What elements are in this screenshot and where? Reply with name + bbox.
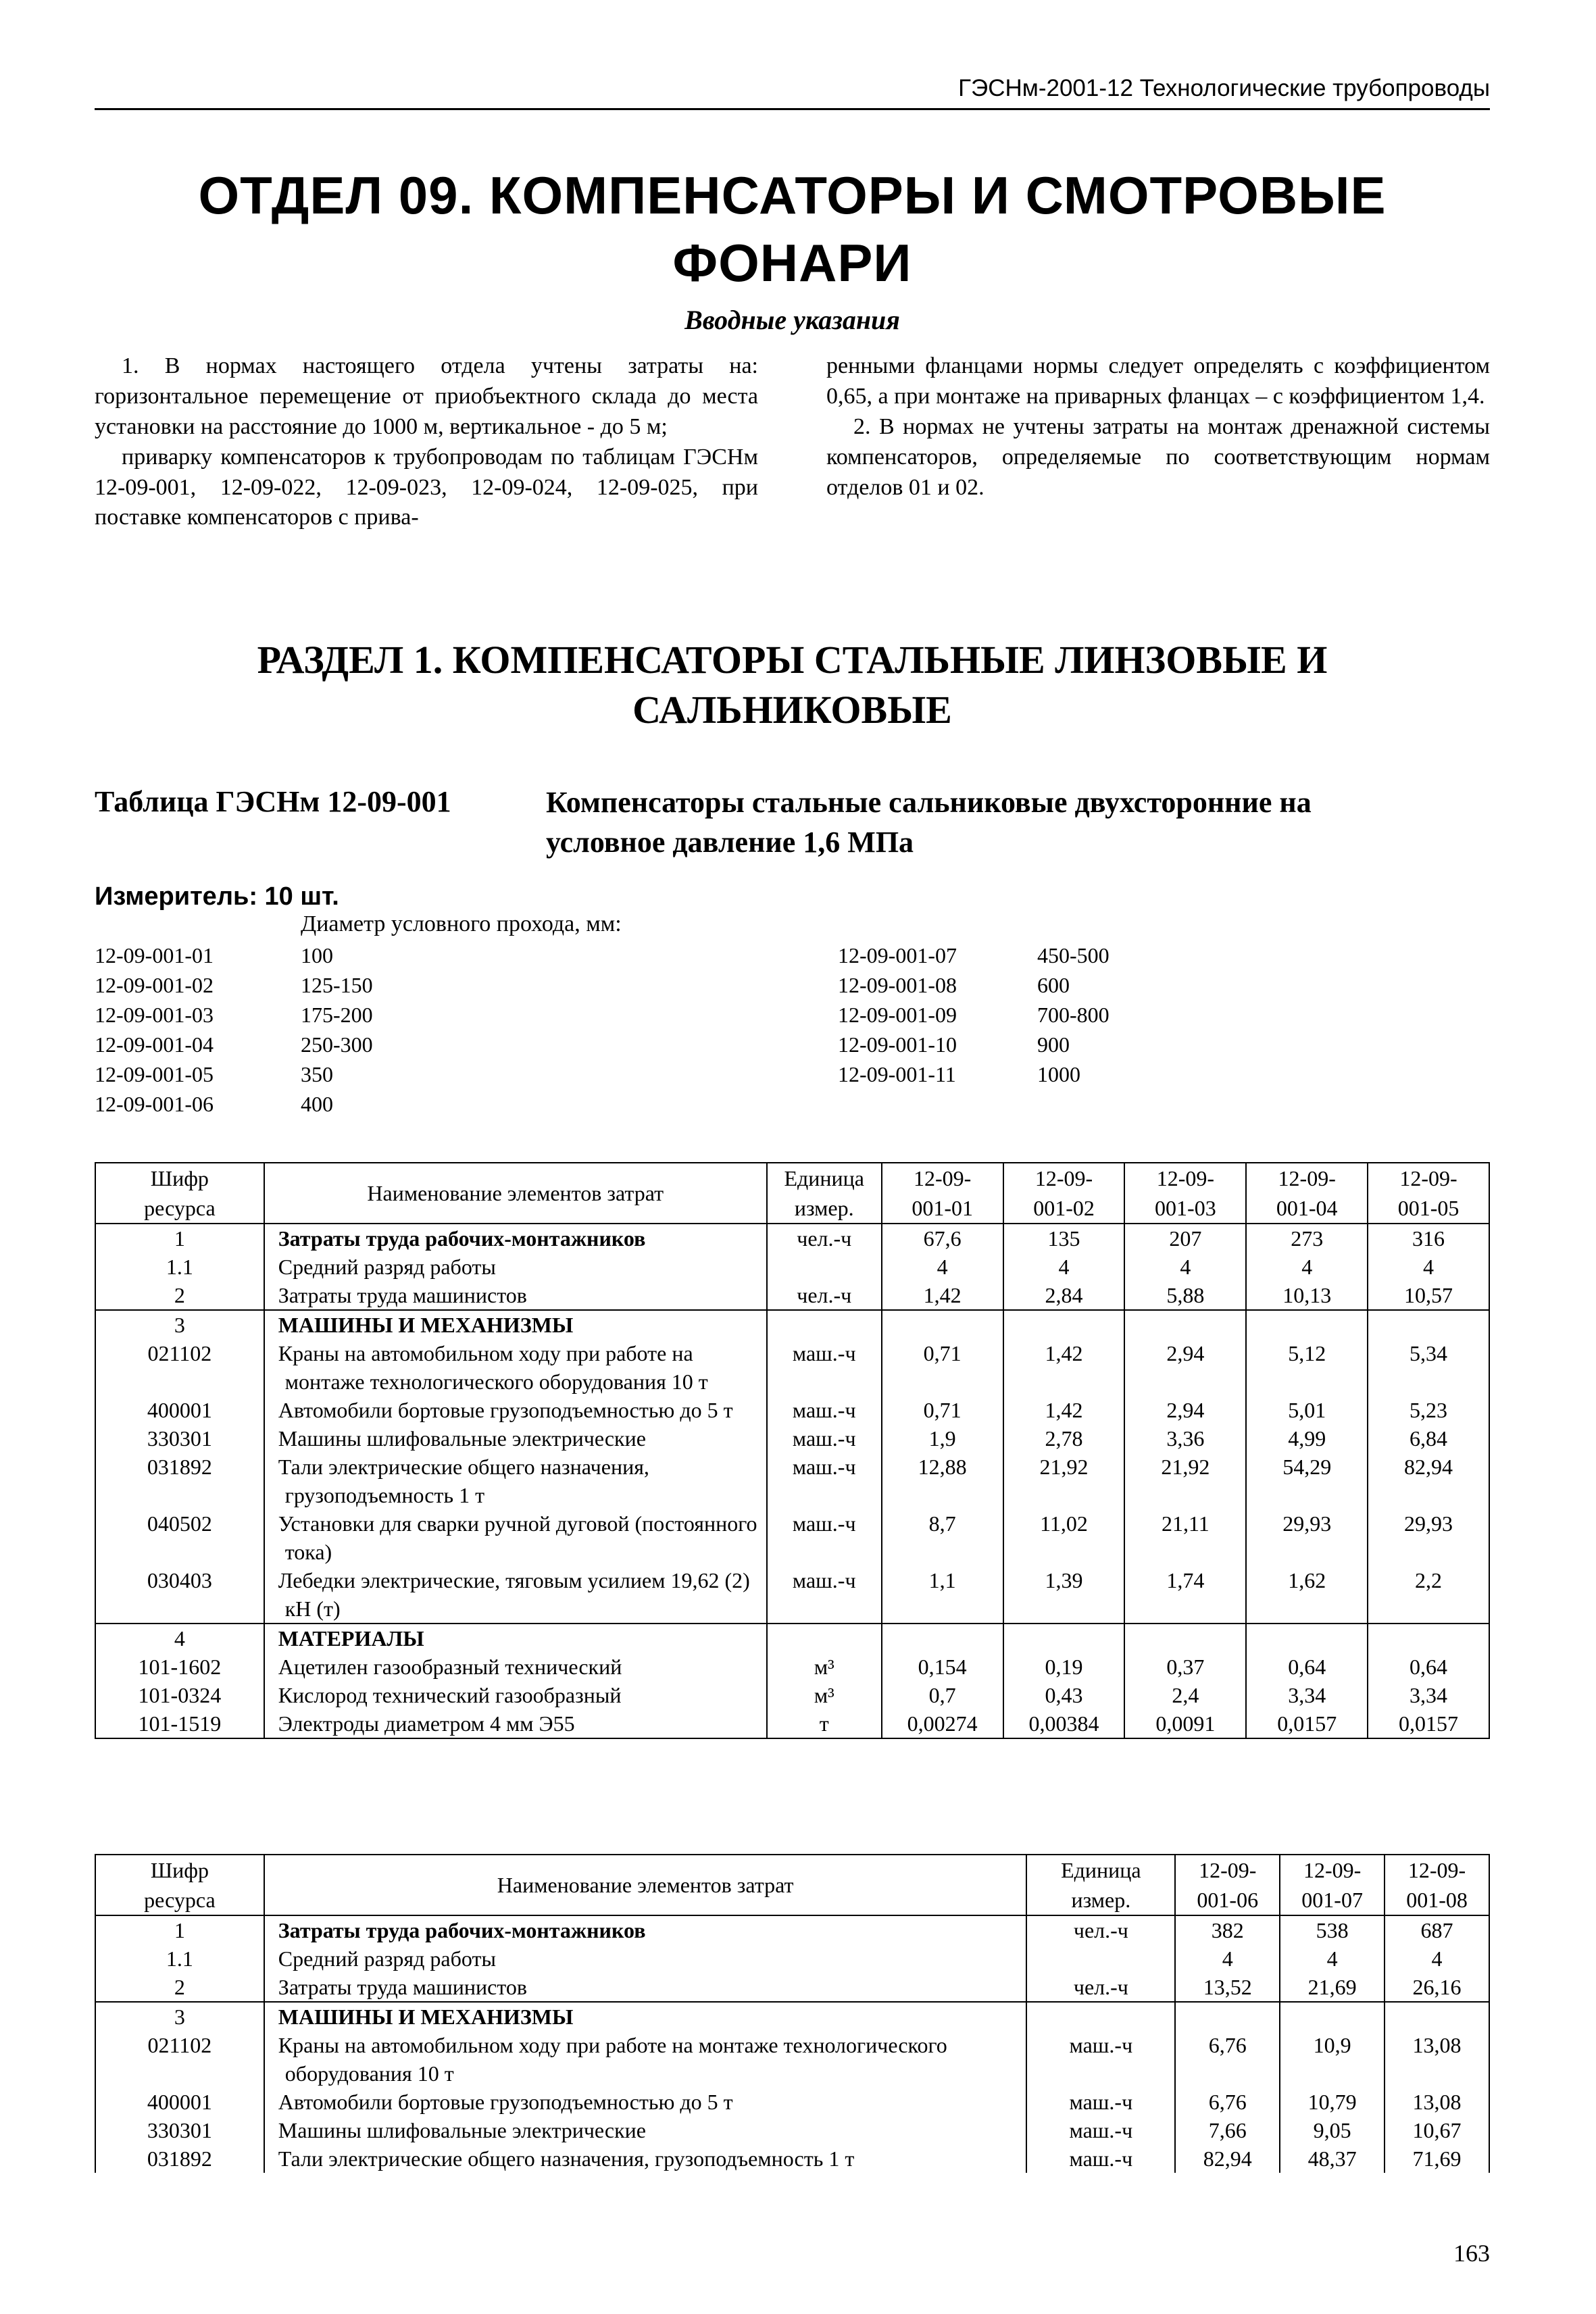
resource-code: 330301 — [95, 2116, 264, 2144]
cost-element-name: Затраты труда рабочих-монтажников — [264, 1915, 1027, 1944]
diameter-value: 350 — [301, 1062, 333, 1086]
norm-value: 13,52 — [1175, 1973, 1280, 2002]
intro-columns — [95, 351, 1490, 533]
diameter-row — [838, 940, 1109, 970]
resource-code: 030403 — [95, 1566, 264, 1624]
diameter-row — [95, 940, 373, 970]
diameter-value: 450-500 — [1037, 943, 1109, 967]
resource-code: 040502 — [95, 1509, 264, 1566]
diameter-value: 900 — [1037, 1032, 1070, 1057]
cost-element-name: Машины шлифовальные электрические — [264, 2116, 1027, 2144]
norm-value: 538 — [1280, 1915, 1385, 1944]
norm-value: 5,34 — [1368, 1339, 1489, 1396]
table-label: Таблица ГЭСНм 12-09-001 — [95, 785, 451, 818]
norm-value: 2,94 — [1124, 1339, 1246, 1396]
table-row — [95, 2144, 1489, 2173]
norm-value: 135 — [1003, 1224, 1125, 1253]
cost-element-name: Ацетилен газообразный технический — [264, 1653, 767, 1681]
norm-value: 13,08 — [1385, 2031, 1489, 2088]
unit: маш.-ч — [767, 1453, 882, 1509]
norm-value: 273 — [1246, 1224, 1368, 1253]
norm-value: 6,76 — [1175, 2031, 1280, 2088]
diameter-row — [95, 1030, 373, 1059]
col-header-norm-line1: 12-09- — [1399, 1166, 1457, 1190]
cost-element-name: Автомобили бортовые грузоподъемностью до 5 т — [264, 2088, 1027, 2116]
col-header-norm — [1124, 1163, 1246, 1224]
norm-value — [882, 1310, 1003, 1339]
col-header-norm-line2: 001-02 — [1033, 1196, 1095, 1220]
norm-table-1 — [95, 1162, 1490, 1739]
diameter-code: 12-09-001-11 — [838, 1062, 956, 1086]
col-header-norm-line2: 001-01 — [912, 1196, 973, 1220]
norm-value: 0,71 — [882, 1396, 1003, 1424]
col-header-code-line1: Шифр — [150, 1166, 209, 1190]
norm-value: 1,62 — [1246, 1566, 1368, 1624]
diameter-row — [95, 1059, 373, 1089]
unit: м³ — [767, 1653, 882, 1681]
col-header-unit-line2: измер. — [1071, 1888, 1131, 1912]
norm-value — [1280, 2002, 1385, 2031]
unit: м³ — [767, 1681, 882, 1709]
diameter-value: 700-800 — [1037, 1003, 1109, 1027]
unit — [1026, 2002, 1175, 2031]
cost-element-name: Тали электрические общего назначения, грузоподъемность 1 т — [264, 1453, 767, 1509]
department-title-line1: ОТДЕЛ 09. КОМПЕНСАТОРЫ И СМОТРОВЫЕ — [198, 166, 1387, 225]
diameter-code: 12-09-001-06 — [95, 1092, 214, 1116]
intro-paragraph: 1. В нормах настоящего отдела учтены затраты на: горизонтальное перемещение от приобъектного склада до места установки на расстояние до 1000 м, вертикальное - до 5 м; — [95, 353, 758, 439]
unit: маш.-ч — [767, 1339, 882, 1396]
diameter-row — [95, 970, 373, 1000]
diameter-row — [838, 1030, 1109, 1059]
col-header-unit-line1: Единица — [1061, 1858, 1141, 1882]
unit: маш.-ч — [767, 1509, 882, 1566]
norm-value: 0,00384 — [1003, 1709, 1125, 1738]
section-title-line2: САЛЬНИКОВЫЕ — [632, 688, 952, 732]
unit: маш.-ч — [767, 1424, 882, 1453]
diameter-list-left — [95, 940, 373, 1119]
norm-value: 0,64 — [1246, 1653, 1368, 1681]
resource-code: 1.1 — [95, 1944, 264, 1973]
resource-code: 2 — [95, 1973, 264, 2002]
table-row — [95, 1681, 1489, 1709]
unit: маш.-ч — [1026, 2031, 1175, 2088]
diameter-value: 600 — [1037, 973, 1070, 997]
resource-code: 031892 — [95, 2144, 264, 2173]
col-header-norm-line1: 12-09- — [1303, 1858, 1362, 1882]
norm-value: 10,57 — [1368, 1281, 1489, 1310]
diameter-row — [838, 1000, 1109, 1030]
norm-value: 1,74 — [1124, 1566, 1246, 1624]
norm-value: 1,42 — [1003, 1396, 1125, 1424]
norm-value: 2,4 — [1124, 1681, 1246, 1709]
col-header-code-line2: ресурса — [144, 1196, 216, 1220]
norm-value: 48,37 — [1280, 2144, 1385, 2173]
table-title-line2: условное давление 1,6 МПа — [546, 826, 914, 859]
norm-value: 2,2 — [1368, 1566, 1489, 1624]
department-title-line2: ФОНАРИ — [672, 232, 912, 293]
norm-value: 7,66 — [1175, 2116, 1280, 2144]
norm-value: 5,88 — [1124, 1281, 1246, 1310]
table-row — [95, 2002, 1489, 2031]
col-header-code — [95, 1855, 264, 1915]
norm-value: 5,12 — [1246, 1339, 1368, 1396]
intro-heading: Вводные указания — [684, 305, 900, 335]
resource-code: 1.1 — [95, 1253, 264, 1281]
resource-code: 101-1519 — [95, 1709, 264, 1738]
norm-value: 4 — [1175, 1944, 1280, 1973]
unit — [1026, 1944, 1175, 1973]
cost-element-name: Электроды диаметром 4 мм Э55 — [264, 1709, 767, 1738]
norm-value: 3,34 — [1246, 1681, 1368, 1709]
norm-value: 4 — [1246, 1253, 1368, 1281]
norm-value: 5,23 — [1368, 1396, 1489, 1424]
col-header-unit-line2: измер. — [794, 1196, 854, 1220]
norm-value: 0,0091 — [1124, 1709, 1246, 1738]
norm-value: 316 — [1368, 1224, 1489, 1253]
col-header-name: Наименование элементов затрат — [264, 1855, 1027, 1915]
col-header-code — [95, 1163, 264, 1224]
norm-value: 29,93 — [1368, 1509, 1489, 1566]
norm-value: 12,88 — [882, 1453, 1003, 1509]
cost-element-name: Затраты труда машинистов — [264, 1281, 767, 1310]
table-row — [95, 1566, 1489, 1624]
cost-element-name: Краны на автомобильном ходу при работе на монтаже технологического оборудования 10 т — [264, 2031, 1027, 2088]
table-row — [95, 2088, 1489, 2116]
norm-value: 8,7 — [882, 1509, 1003, 1566]
cost-element-name: Тали электрические общего назначения, грузоподъемность 1 т — [264, 2144, 1027, 2173]
resource-code: 2 — [95, 1281, 264, 1310]
col-header-unit — [1026, 1855, 1175, 1915]
department-title — [95, 162, 1490, 297]
cost-element-name: МАШИНЫ И МЕХАНИЗМЫ — [264, 1310, 767, 1339]
col-header-norm — [1385, 1855, 1489, 1915]
norm-value — [1368, 1310, 1489, 1339]
table-row — [95, 1253, 1489, 1281]
norm-value: 1,1 — [882, 1566, 1003, 1624]
resource-code: 1 — [95, 1915, 264, 1944]
table-row — [95, 1509, 1489, 1566]
norm-value: 382 — [1175, 1915, 1280, 1944]
cost-element-name: Автомобили бортовые грузоподъемностью до 5 т — [264, 1396, 767, 1424]
norm-value: 2,94 — [1124, 1396, 1246, 1424]
unit: т — [767, 1709, 882, 1738]
col-header-norm-line1: 12-09- — [1156, 1166, 1215, 1190]
diameter-row — [838, 970, 1109, 1000]
col-header-norm-line2: 001-05 — [1397, 1196, 1460, 1220]
diameter-code: 12-09-001-08 — [838, 973, 957, 997]
resource-code: 021102 — [95, 2031, 264, 2088]
col-header-norm-line1: 12-09- — [913, 1166, 972, 1190]
resource-code: 400001 — [95, 1396, 264, 1424]
resource-code: 4 — [95, 1624, 264, 1653]
table-row — [95, 1709, 1489, 1738]
col-header-norm — [882, 1163, 1003, 1224]
norm-value — [1368, 1624, 1489, 1653]
unit: маш.-ч — [767, 1396, 882, 1424]
norm-value: 4 — [1003, 1253, 1125, 1281]
diameter-code: 12-09-001-04 — [95, 1032, 214, 1057]
table-row — [95, 1339, 1489, 1396]
diameter-list-right — [838, 940, 1109, 1089]
norm-value: 4 — [1385, 1944, 1489, 1973]
unit: чел.-ч — [1026, 1973, 1175, 2002]
norm-value: 0,7 — [882, 1681, 1003, 1709]
resource-code: 021102 — [95, 1339, 264, 1396]
norm-value: 29,93 — [1246, 1509, 1368, 1566]
norm-value: 0,37 — [1124, 1653, 1246, 1681]
table-row — [95, 2031, 1489, 2088]
norm-value: 207 — [1124, 1224, 1246, 1253]
norm-value: 4 — [1280, 1944, 1385, 1973]
norm-value: 1,9 — [882, 1424, 1003, 1453]
table-header-row — [95, 1855, 1489, 1915]
table-title-line1: Компенсаторы стальные сальниковые двухсторонние на — [546, 786, 1312, 819]
table-row — [95, 1453, 1489, 1509]
unit: маш.-ч — [1026, 2116, 1175, 2144]
cost-element-name: Установки для сварки ручной дуговой (постоянного тока) — [264, 1509, 767, 1566]
diameter-code: 12-09-001-02 — [95, 973, 214, 997]
norm-value: 2,84 — [1003, 1281, 1125, 1310]
norm-value — [1124, 1310, 1246, 1339]
resource-code: 3 — [95, 2002, 264, 2031]
table-row — [95, 1224, 1489, 1253]
resource-code: 1 — [95, 1224, 264, 1253]
header-rule — [95, 108, 1490, 110]
norm-value: 3,36 — [1124, 1424, 1246, 1453]
diameter-row — [95, 1000, 373, 1030]
table-row — [95, 1310, 1489, 1339]
col-header-unit-line1: Единица — [784, 1166, 864, 1190]
norm-value: 4 — [1368, 1253, 1489, 1281]
norm-value: 4 — [882, 1253, 1003, 1281]
col-header-norm-line1: 12-09- — [1199, 1858, 1257, 1882]
norm-value: 4,99 — [1246, 1424, 1368, 1453]
resource-code: 101-1602 — [95, 1653, 264, 1681]
norm-value: 0,154 — [882, 1653, 1003, 1681]
col-header-code-line1: Шифр — [150, 1858, 209, 1882]
unit — [767, 1310, 882, 1339]
intro-paragraph: ренными фланцами нормы следует определять с коэффициентом 0,65, а при монтаже на приварных фланцах – с коэффициентом 1,4. — [826, 353, 1490, 409]
norm-value: 67,6 — [882, 1224, 1003, 1253]
norm-value: 82,94 — [1175, 2144, 1280, 2173]
unit — [767, 1253, 882, 1281]
table-row — [95, 1653, 1489, 1681]
norm-value: 21,92 — [1003, 1453, 1125, 1509]
norm-value: 10,9 — [1280, 2031, 1385, 2088]
table-row — [95, 1973, 1489, 2002]
norm-value — [1385, 2002, 1489, 2031]
diameter-code: 12-09-001-09 — [838, 1003, 957, 1027]
intro-paragraph: 2. В нормах не учтены затраты на монтаж дренажной системы компенсаторов, определяемые по соответствующим нормам отделов 01 и 02. — [826, 413, 1490, 500]
table-row — [95, 1624, 1489, 1653]
diameter-value: 175-200 — [301, 1003, 373, 1027]
norm-value — [1246, 1310, 1368, 1339]
cost-element-name: Средний разряд работы — [264, 1944, 1027, 1973]
norm-value: 9,05 — [1280, 2116, 1385, 2144]
col-header-norm — [1280, 1855, 1385, 1915]
norm-value: 10,13 — [1246, 1281, 1368, 1310]
resource-code: 3 — [95, 1310, 264, 1339]
diameter-value: 125-150 — [301, 973, 373, 997]
table-row — [95, 1424, 1489, 1453]
diameter-value: 400 — [301, 1092, 333, 1116]
norm-value — [1246, 1624, 1368, 1653]
cost-element-name: МАТЕРИАЛЫ — [264, 1624, 767, 1653]
norm-value: 1,42 — [1003, 1339, 1125, 1396]
norm-value: 0,64 — [1368, 1653, 1489, 1681]
norm-value: 5,01 — [1246, 1396, 1368, 1424]
norm-value: 54,29 — [1246, 1453, 1368, 1509]
col-header-norm — [1368, 1163, 1489, 1224]
table-row — [95, 1944, 1489, 1973]
cost-element-name: МАШИНЫ И МЕХАНИЗМЫ — [264, 2002, 1027, 2031]
col-header-name: Наименование элементов затрат — [264, 1163, 767, 1224]
norm-value: 1,39 — [1003, 1566, 1125, 1624]
norm-value: 26,16 — [1385, 1973, 1489, 2002]
col-header-norm — [1175, 1855, 1280, 1915]
diameter-label: Диаметр условного прохода, мм: — [301, 911, 622, 936]
unit: маш.-ч — [1026, 2088, 1175, 2116]
norm-value: 21,69 — [1280, 1973, 1385, 2002]
table-title — [546, 782, 1492, 863]
measure-unit: Измеритель: 10 шт. — [95, 882, 339, 911]
norm-value: 21,11 — [1124, 1509, 1246, 1566]
intro-right-column — [826, 351, 1490, 533]
col-header-norm-line2: 001-04 — [1276, 1196, 1338, 1220]
cost-element-name: Краны на автомобильном ходу при работе на монтаже технологического оборудования 10 т — [264, 1339, 767, 1396]
norm-value: 11,02 — [1003, 1509, 1125, 1566]
cost-element-name: Лебедки электрические, тяговым усилием 19,62 (2) кН (т) — [264, 1566, 767, 1624]
col-header-norm-line2: 001-07 — [1301, 1888, 1363, 1912]
diameter-value: 1000 — [1037, 1062, 1080, 1086]
page-number: 163 — [1453, 2240, 1490, 2267]
intro-left-column — [95, 351, 758, 533]
norm-table-2 — [95, 1854, 1490, 2173]
norm-value: 2,78 — [1003, 1424, 1125, 1453]
section-title — [95, 635, 1490, 735]
norm-value: 687 — [1385, 1915, 1489, 1944]
norm-value: 3,34 — [1368, 1681, 1489, 1709]
col-header-norm — [1003, 1163, 1125, 1224]
diameter-value: 250-300 — [301, 1032, 373, 1057]
diameter-code: 12-09-001-05 — [95, 1062, 214, 1086]
norm-value: 82,94 — [1368, 1453, 1489, 1509]
unit: чел.-ч — [767, 1281, 882, 1310]
resource-code: 031892 — [95, 1453, 264, 1509]
table-row — [95, 1281, 1489, 1310]
norm-value — [1124, 1624, 1246, 1653]
norm-value — [1003, 1624, 1125, 1653]
norm-value: 6,84 — [1368, 1424, 1489, 1453]
running-head: ГЭСНм-2001-12 Технологические трубопроводы — [958, 75, 1490, 101]
diameter-code: 12-09-001-01 — [95, 943, 214, 967]
table-row — [95, 2116, 1489, 2144]
diameter-code: 12-09-001-03 — [95, 1003, 214, 1027]
norm-value: 0,00274 — [882, 1709, 1003, 1738]
diameter-code: 12-09-001-10 — [838, 1032, 957, 1057]
resource-code: 400001 — [95, 2088, 264, 2116]
col-header-norm — [1246, 1163, 1368, 1224]
unit: чел.-ч — [767, 1224, 882, 1253]
unit: чел.-ч — [1026, 1915, 1175, 1944]
col-header-norm-line1: 12-09- — [1278, 1166, 1336, 1190]
col-header-unit — [767, 1163, 882, 1224]
col-header-norm-line1: 12-09- — [1034, 1166, 1093, 1190]
cost-element-name: Затраты труда рабочих-монтажников — [264, 1224, 767, 1253]
norm-value: 0,71 — [882, 1339, 1003, 1396]
norm-value: 4 — [1124, 1253, 1246, 1281]
norm-value: 10,79 — [1280, 2088, 1385, 2116]
diameter-row — [95, 1089, 373, 1119]
norm-value — [882, 1624, 1003, 1653]
col-header-norm-line2: 001-08 — [1406, 1888, 1468, 1912]
col-header-norm-line2: 001-06 — [1197, 1888, 1259, 1912]
norm-value: 0,0157 — [1368, 1709, 1489, 1738]
resource-code: 101-0324 — [95, 1681, 264, 1709]
norm-value: 6,76 — [1175, 2088, 1280, 2116]
section-title-line1: РАЗДЕЛ 1. КОМПЕНСАТОРЫ СТАЛЬНЫЕ ЛИНЗОВЫЕ И — [257, 638, 1328, 682]
norm-value — [1003, 1310, 1125, 1339]
norm-value — [1175, 2002, 1280, 2031]
col-header-norm-line2: 001-03 — [1155, 1196, 1216, 1220]
norm-value: 13,08 — [1385, 2088, 1489, 2116]
cost-element-name: Кислород технический газообразный — [264, 1681, 767, 1709]
norm-value: 0,0157 — [1246, 1709, 1368, 1738]
norm-value: 0,43 — [1003, 1681, 1125, 1709]
unit: маш.-ч — [767, 1566, 882, 1624]
unit — [767, 1624, 882, 1653]
cost-element-name: Машины шлифовальные электрические — [264, 1424, 767, 1453]
table-row — [95, 1915, 1489, 1944]
table-header-row — [95, 1163, 1489, 1224]
diameter-code: 12-09-001-07 — [838, 943, 957, 967]
intro-paragraph: приварку компенсаторов к трубопроводам по таблицам ГЭСНм 12-09-001, 12-09-022, 12-09-023, 12-09-024, 12-09-025, при поставке компенсаторов с прива- — [95, 444, 758, 530]
norm-value: 0,19 — [1003, 1653, 1125, 1681]
norm-value: 21,92 — [1124, 1453, 1246, 1509]
diameter-value: 100 — [301, 943, 333, 967]
unit: маш.-ч — [1026, 2144, 1175, 2173]
cost-element-name: Средний разряд работы — [264, 1253, 767, 1281]
norm-value: 71,69 — [1385, 2144, 1489, 2173]
diameter-row — [838, 1059, 1109, 1089]
resource-code: 330301 — [95, 1424, 264, 1453]
col-header-code-line2: ресурса — [144, 1888, 216, 1912]
col-header-norm-line1: 12-09- — [1407, 1858, 1466, 1882]
table-row — [95, 1396, 1489, 1424]
norm-value: 10,67 — [1385, 2116, 1489, 2144]
norm-value: 1,42 — [882, 1281, 1003, 1310]
cost-element-name: Затраты труда машинистов — [264, 1973, 1027, 2002]
